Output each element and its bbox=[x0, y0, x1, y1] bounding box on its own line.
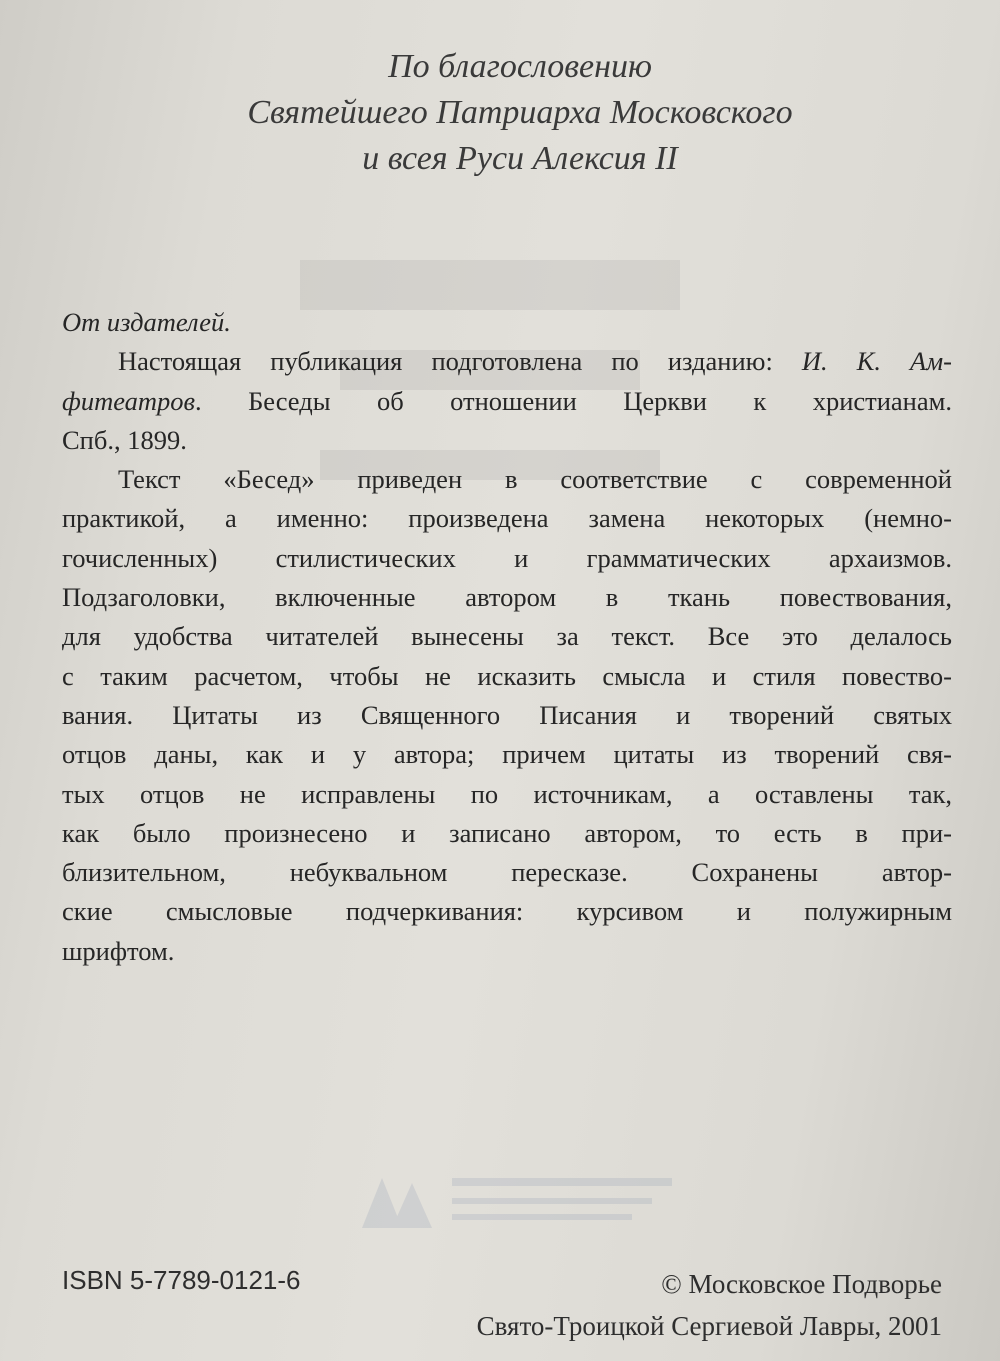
blessing-line: Святейшего Патриарха Московского bbox=[247, 94, 793, 131]
paragraph-line: Подзаголовки, включенные автором в ткань повествования, bbox=[62, 582, 952, 613]
paragraph-line bbox=[62, 342, 952, 381]
blessing-line: и всея Руси Алексия II bbox=[362, 140, 678, 177]
paragraph-line: практикой, а именно: произведена замена некоторых (немно- bbox=[62, 503, 952, 534]
paragraph-line: как было произнесено и записано автором, то есть в при- bbox=[62, 817, 952, 848]
blessing-block bbox=[100, 44, 940, 182]
isbn-number: ISBN 5-7789-0121-6 bbox=[62, 1265, 301, 1295]
author-name-italic: фитеатров bbox=[62, 385, 196, 416]
paragraph-line: для удобства читателей вынесены за текст. Все это делалось bbox=[62, 621, 952, 652]
text-span: Настоящая публикация подготовлена по изданию: bbox=[118, 346, 802, 377]
paragraph-line: ские смысловые подчеркивания: курсивом и полужирным bbox=[62, 896, 952, 927]
copyright-line: Свято-Троицкой Сергиевой Лавры, 2001 bbox=[476, 1311, 942, 1341]
paragraph-line: шрифтом. bbox=[62, 935, 175, 966]
paragraph-line: тых отцов не исправлены по источникам, а оставлены так, bbox=[62, 778, 952, 809]
publisher-logo-show-through bbox=[352, 1158, 692, 1238]
author-name-italic: И. К. Ам- bbox=[801, 346, 952, 377]
paragraph-line: гочисленных) стилистических и грамматических архаизмов. bbox=[62, 542, 952, 573]
paragraph-line: близительном, небуквальном пересказе. Сохранены автор- bbox=[62, 857, 952, 888]
blessing-line: По благословению bbox=[388, 48, 652, 85]
paragraph-line: вания. Цитаты из Священного Писания и творений святых bbox=[62, 699, 952, 730]
paragraph-line: отцов даны, как и у автора; причем цитаты из творений свя- bbox=[62, 739, 952, 770]
paragraph-line: Спб., 1899. bbox=[62, 424, 187, 455]
paragraph-line: Текст «Бесед» приведен в соответствие с современной bbox=[118, 464, 952, 495]
paragraph-line: с таким расчетом, чтобы не исказить смысла и стиля повество- bbox=[62, 660, 952, 691]
text-span: . Беседы об отношении Церкви к христианам. bbox=[195, 385, 952, 416]
publisher-note bbox=[62, 303, 952, 971]
copyright-notice bbox=[477, 1263, 942, 1347]
copyright-line: © Московское Подворье bbox=[661, 1269, 942, 1299]
note-title: От издателей. bbox=[62, 307, 231, 337]
paragraph-line bbox=[62, 382, 952, 421]
